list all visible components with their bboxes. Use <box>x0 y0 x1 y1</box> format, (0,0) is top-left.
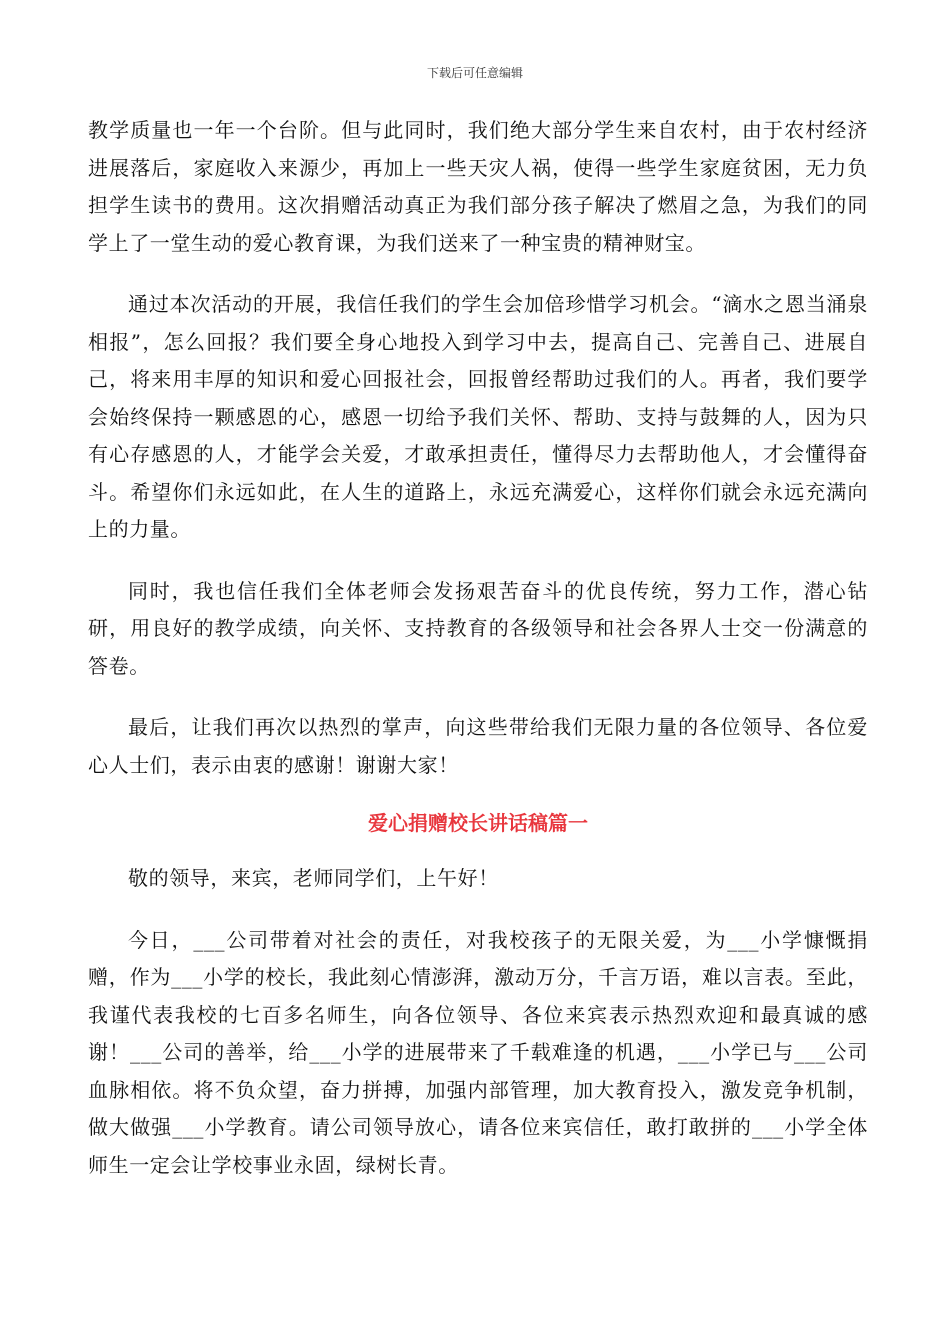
paragraph-6: 今日，___公司带着对社会的责任，对我校孩子的无限关爱，为___小学慷慨捐赠，作为___小学的校长，我此刻心情澎湃，激动万分，千言万语，难以言表。至此，我谨代表我校的七百多名师生，向各位领导、各位来宾表示热烈欢迎和最真诚的感谢！___公司的善举，给___小学的进展带来了千载难逢的机遇，___小学已与___公司血脉相依。将不负众望，奋力拼搏，加强内部管理，加大教育投入，激发竞争机制，做大做强___小学教育。请公司领导放心，请各位来宾信任，敢打敢拼的___小学全体师生一定会让学校事业永固，绿树长青。 <box>88 927 868 1177</box>
paragraph-3: 同时，我也信任我们全体老师会发扬艰苦奋斗的优良传统，努力工作，潜心钻研，用良好的教学成绩，向关怀、支持教育的各级领导和社会各界人士交一份满意的答卷。 <box>88 578 868 678</box>
document-body <box>88 112 868 1208</box>
paragraph-1: 教学质量也一年一个台阶。但与此同时，我们绝大部分学生来自农村，由于农村经济进展落后，家庭收入来源少，再加上一些天灾人祸，使得一些学生家庭贫困，无力负担学生读书的费用。这次捐赠活动真正为我们部分孩子解决了燃眉之急，为我们的同学上了一堂生动的爱心教育课，为我们送来了一种宝贵的精神财宝。 <box>88 118 868 255</box>
page-header: 下载后可任意编辑 <box>426 66 523 80</box>
paragraph-2: 通过本次活动的开展，我信任我们的学生会加倍珍惜学习机会。“滴水之恩当涌泉相报”，怎么回报？我们要全身心地投入到学习中去，提高自己、完善自己、进展自己，将来用丰厚的知识和爱心回报社会，回报曾经帮助过我们的人。再者，我们要学会始终保持一颗感恩的心，感恩一切给予我们关怀、帮助、支持与鼓舞的人，因为只有心存感恩的人，才能学会关爱，才敢承担责任，懂得尽力去帮助他人，才会懂得奋斗。希望你们永远如此，在人生的道路上，永远充满爱心，这样你们就会永远充满向上的力量。 <box>88 292 868 541</box>
section-heading: 爱心捐赠校长讲话稿篇一 <box>368 811 588 835</box>
paragraph-5: 敬的领导，来宾，老师同学们，上午好！ <box>128 866 499 890</box>
paragraph-4: 最后，让我们再次以热烈的掌声，向这些带给我们无限力量的各位领导、各位爱心人士们，表示由衷的感谢！谢谢大家！ <box>88 715 868 777</box>
